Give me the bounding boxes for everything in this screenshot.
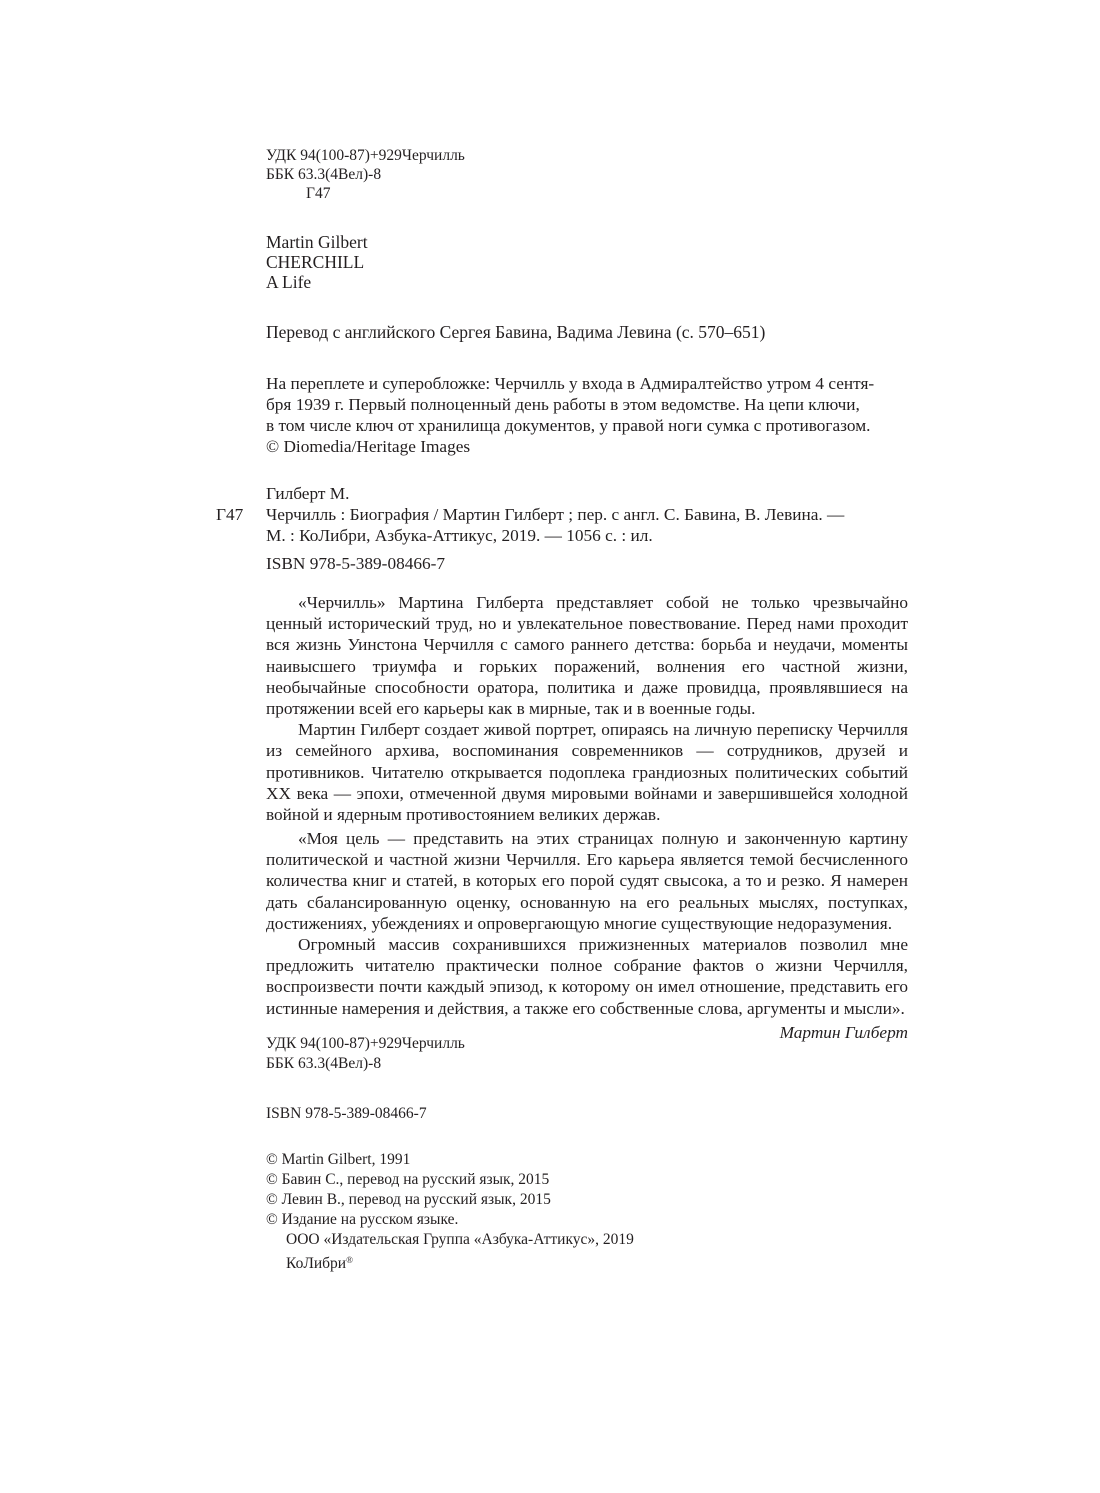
annotation — [266, 592, 908, 825]
isbn: ISBN 978-5-389-08466-7 — [266, 1105, 427, 1122]
bbk-code: ББК 63.3(4Вел)-8 — [266, 1055, 382, 1072]
author-quote — [266, 828, 908, 1043]
quote-paragraph: «Моя цель — представить на этих страницах полную и законченную картину политической и частной жизни Черчилля. Его карьера является темой бесчисленного количества книг и статей, в которых его порой судят свысока, а то и резко. Я намерен дать сбалансированную оценку, основанную на его реальных мыслях, поступках, достижениях, убеждениях и опровергающую многие существующие недоразумения. — [266, 829, 908, 933]
catalog-publication: М. : КоЛибри, Азбука-Аттикус, 2019. — 1056 с. : ил. — [266, 526, 653, 545]
copyright-line: © Бавин С., перевод на русский язык, 2015 — [266, 1171, 550, 1188]
classification-codes-bottom — [266, 1034, 908, 1074]
catalog-author-mark: Г47 — [216, 505, 244, 524]
cover-image-credit: © Diomedia/Heritage Images — [266, 437, 471, 456]
imprint-line — [266, 1250, 908, 1274]
copyright-notices — [266, 1150, 908, 1274]
registered-mark-icon: ® — [346, 1255, 353, 1265]
quote-signature: Мартин Гилберт — [779, 1022, 908, 1042]
cover-note-line: бря 1939 г. Первый полноценный день работы в этом ведомстве. На цепи ключи, — [266, 395, 860, 414]
original-author: Martin Gilbert — [266, 232, 368, 252]
publisher-line: ООО «Издательская Группа «Азбука-Аттикус», 2019 — [286, 1231, 634, 1248]
cover-note-line: На переплете и суперобложке: Черчилль у входа в Адмиралтейство утром 4 сентя- — [266, 374, 875, 393]
catalog-author-heading: Гилберт М. — [266, 484, 350, 503]
original-subtitle: A Life — [266, 272, 312, 292]
catalog-description: Черчилль : Биография / Мартин Гилберт ; пер. с англ. С. Бавина, В. Левина. — — [266, 505, 845, 524]
annotation-paragraph: «Черчилль» Мартина Гилберта представляет собой не только чрезвычайно ценный исторический труд, но и увлекательное повествование. Перед нами проходит вся жизнь Уинстона Черчилля с самого раннего детства: борьба и неудачи, моменты наивысшего триумфа и горьких поражений, волнения его частной жизни, необычайные способности оратора, политика и даже провидца, проявлявшиеся на протяжении всей его карьеры как в мирные, так и в военные годы. — [266, 593, 908, 719]
annotation-paragraph: Мартин Гилберт создает живой портрет, опираясь на личную переписку Черчилля из семейного архива, воспоминания современников — сотрудников, друзей и противников. Читателю открывается подоплека грандиозных политических событий XX века — эпохи, отмеченной двумя мировыми войнами и завершившейся холодной войной и ядерным противостоянием великих держав. — [266, 720, 908, 825]
catalog-isbn: ISBN 978-5-389-08466-7 — [266, 554, 446, 573]
quote-paragraph: Огромный массив сохранившихся прижизненных материалов позволил мне предложить читателю практически полное собрание фактов о жизни Черчилля, воспроизвести почти каждый эпизод, к которому он имел отношение, представить его истинные намерения и действия, а также его собственные слова, аргументы и мысли». — [266, 935, 908, 1018]
original-title: CHERCHILL — [266, 252, 365, 272]
classification-codes-top — [266, 146, 908, 203]
copyright-line: © Martin Gilbert, 1991 — [266, 1151, 411, 1168]
catalog-card — [216, 483, 908, 574]
author-mark: Г47 — [306, 185, 331, 202]
copyright-line: © Издание на русском языке. — [266, 1211, 459, 1228]
bbk-code: ББК 63.3(4Вел)-8 — [266, 166, 382, 183]
translation-credit: Перевод с английского Сергея Бавина, Вадима Левина (с. 570–651) — [266, 322, 766, 342]
cover-note — [266, 373, 908, 457]
imprint-name: КоЛибри — [286, 1255, 347, 1272]
udk-code: УДК 94(100-87)+929Черчилль — [266, 147, 465, 164]
copyright-line: © Левин В., перевод на русский язык, 2015 — [266, 1191, 551, 1208]
original-edition-info — [266, 232, 908, 292]
cover-note-line: в том числе ключ от хранилища документов, у правой ноги сумка с противогазом. — [266, 416, 871, 435]
udk-code: УДК 94(100-87)+929Черчилль — [266, 1035, 465, 1052]
